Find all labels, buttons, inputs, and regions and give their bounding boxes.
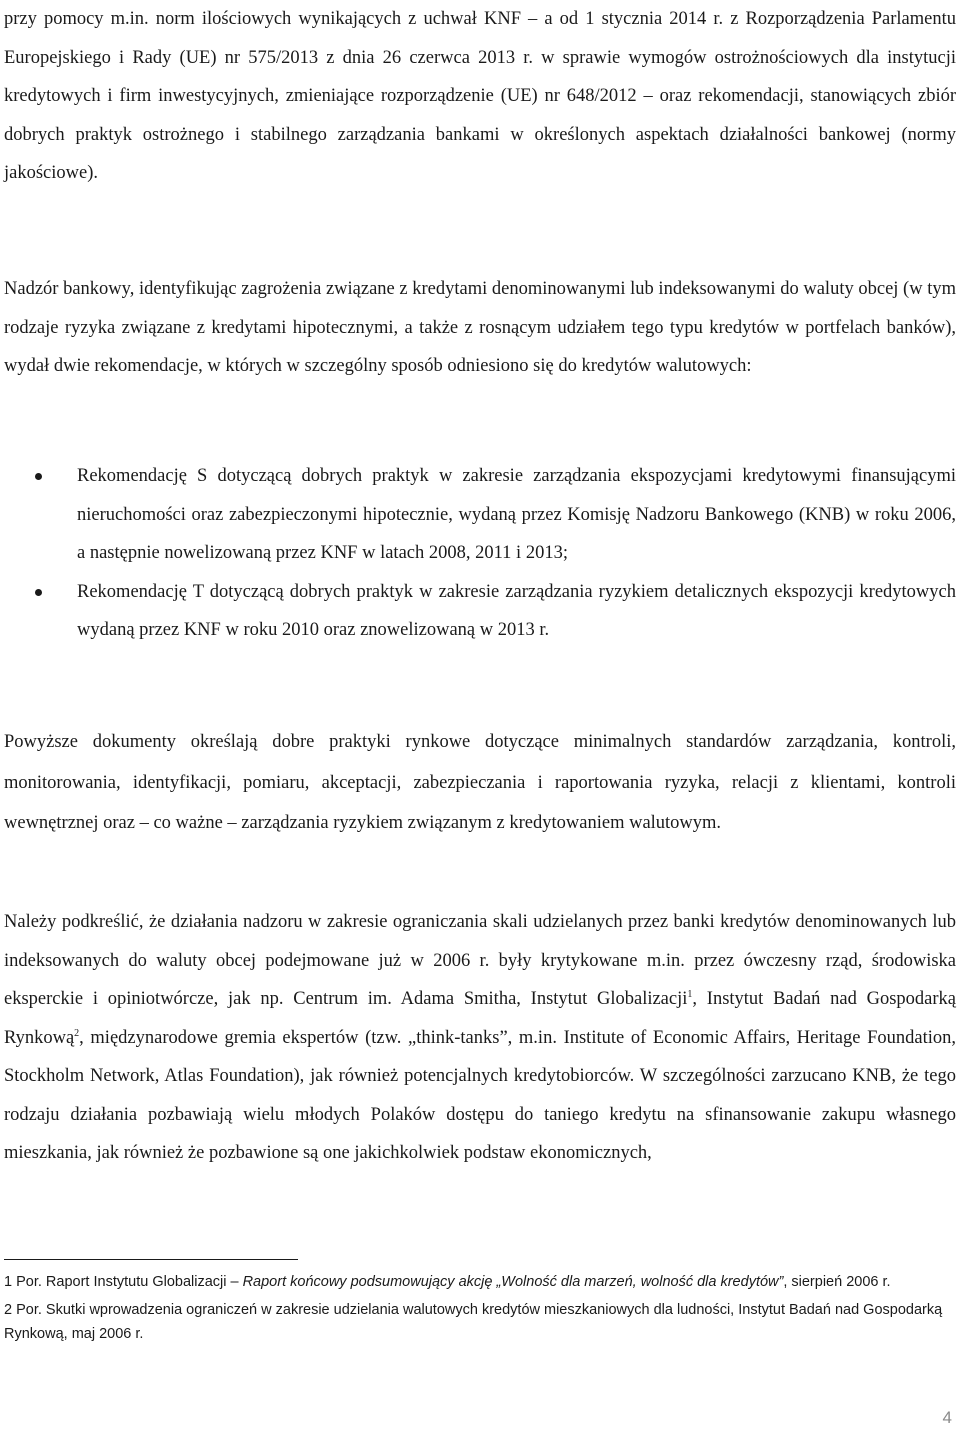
footnote-1 bbox=[4, 1270, 956, 1294]
footnote-text: Por. Skutki wprowadzenia ograniczeń w zakresie udzielania walutowych kredytów mieszkaniowych dla ludności, Instytut Badań nad Gospodarką Rynkową, maj 2006 r. bbox=[4, 1302, 943, 1342]
paragraph-regulations: przy pomocy m.in. norm ilościowych wynikających z uchwał KNF – a od 1 stycznia 2014 r. z Rozporządzenia Parlamentu Europejskiego i Rady (UE) nr 575/2013 z dnia 26 czerwca 2013 r. w sprawie wymogów ostrożnościowych dla instytucji kredytowych i firm inwestycyjnych, zmieniające rozporządzenie (UE) nr 648/2012 – oraz rekomendacji, stanowiących zbiór dobrych praktyk ostrożnego i stabilnego zarządzania bankami w określonych aspektach działalności bankowej (normy jakościowe). bbox=[4, 9, 956, 183]
recommendations-list bbox=[0, 457, 956, 650]
list-item-text: Rekomendację S dotyczącą dobrych praktyk w zakresie zarządzania ekspozycjami kredytowymi finansującymi nieruchomości oraz zabezpieczonymi hipotecznie, wydaną przez Komisję Nadzoru Bankowego (KNB) w roku 2006, a następnie nowelizowaną przez KNF w latach 2008, 2011 i 2013; bbox=[77, 466, 956, 563]
footnote-separator bbox=[4, 1259, 298, 1260]
footnote-2 bbox=[4, 1298, 956, 1346]
bullet-icon bbox=[35, 473, 42, 480]
paragraph-documents: Powyższe dokumenty określają dobre praktyki rynkowe dotyczące minimalnych standardów zarządzania, kontroli, monitorowania, identyfikacji, pomiaru, akceptacji, zabezpieczania i raportowania ryzyka, relacji z klientami, kontroli wewnętrznej oraz – co ważne – zarządzania ryzykiem związanym z kredytowaniem walutowym. bbox=[4, 732, 956, 833]
paragraph-supervision: Nadzór bankowy, identyfikując zagrożenia związane z kredytami denominowanymi lub indeksowanymi do waluty obcej (w tym rodzaje ryzyka związane z kredytami hipotecznymi, a także z rosnącym udziałem tego typu kredytów w portfelach banków), wydał dwie rekomendacje, w których w szczególny sposób odniesiono się do kredytów walutowych: bbox=[4, 279, 956, 376]
page-number: 4 bbox=[942, 1408, 952, 1427]
list-item-text: Rekomendację T dotyczącą dobrych praktyk w zakresie zarządzania ryzykiem detalicznych ekspozycji kredytowych wydaną przez KNF w roku 2010 oraz znowelizowaną w 2013 r. bbox=[77, 581, 956, 640]
footnote-title: Raport końcowy podsumowujący akcję „Wolność dla marzeń, wolność dla kredytów” bbox=[242, 1274, 784, 1290]
footnote-number: 2 bbox=[4, 1302, 13, 1318]
list-item bbox=[0, 457, 956, 573]
paragraph-text: , Instytut Badań nad Gospodarką Rynkową bbox=[4, 989, 956, 1048]
paragraph-text: , międzynarodowe gremia ekspertów (tzw. „think-tanks”, m.in. Institute of Economic Affairs, Heritage Foundation, Stockholm Network, Atlas Foundation), jak również potencjalnych kredytobiorców. W szczególności zarzucano KNB, że tego rodzaju działania pozbawiają wielu młodych Polaków dostępu do taniego kredytu na sfinansowanie zakupu własnego mieszkania, jak również że pozbawione są one jakichkolwiek podstaw ekonomicznych, bbox=[4, 1027, 956, 1163]
footnote-text: , sierpień 2006 r. bbox=[783, 1274, 891, 1290]
paragraph-criticism bbox=[4, 903, 956, 1173]
bullet-icon bbox=[35, 589, 42, 596]
footnotes bbox=[4, 1270, 956, 1350]
footnote-text: Por. Raport Instytutu Globalizacji – bbox=[12, 1274, 243, 1290]
footnote-ref-1[interactable]: 1 bbox=[687, 988, 693, 1000]
list-item bbox=[0, 573, 956, 650]
footnote-ref-2[interactable]: 2 bbox=[74, 1027, 80, 1039]
paragraph-text: Należy podkreślić, że działania nadzoru w zakresie ograniczania skali udzielanych przez banki kredytów denominowanych lub indeksowanych do waluty obcej podejmowane już w 2006 r. były krytykowane m.in. przez ówczesny rząd, środowiska eksperckie i opiniotwórcze, jak np. Centrum im. Adama Smitha, Instytut Globalizacji bbox=[4, 912, 956, 1009]
footnote-number: 1 bbox=[4, 1274, 13, 1290]
